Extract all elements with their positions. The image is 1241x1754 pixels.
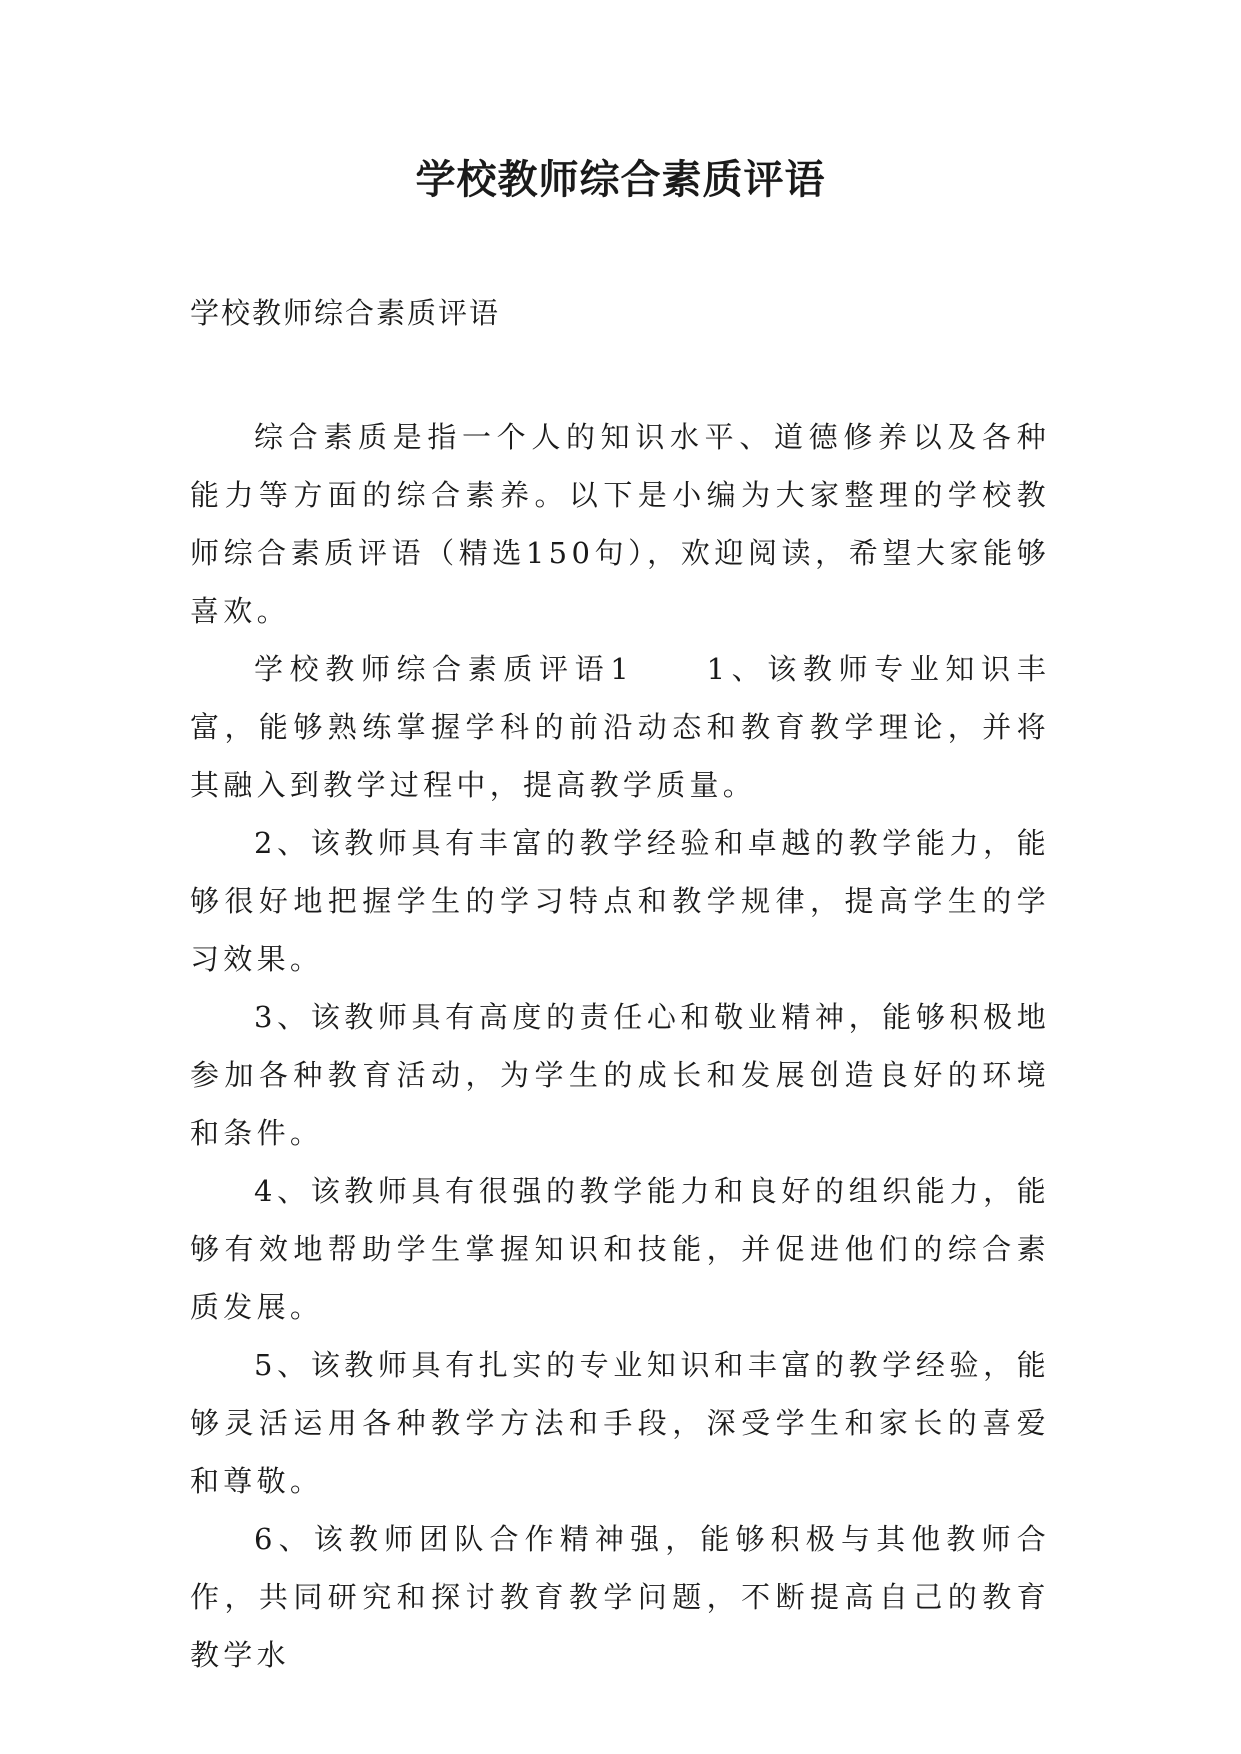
document-title: 学校教师综合素质评语 xyxy=(415,157,826,203)
paragraph-comment-4: 4、该教师具有很强的教学能力和良好的组织能力，能够有效地帮助学生掌握知识和技能，并促进他们的综合素质发展。 xyxy=(190,1174,1050,1324)
document-body xyxy=(190,408,1050,1684)
paragraph-comment-5: 5、该教师具有扎实的专业知识和丰富的教学经验，能够灵活运用各种教学方法和手段，深受学生和家长的喜爱和尊敬。 xyxy=(190,1348,1050,1498)
paragraph-intro: 综合素质是指一个人的知识水平、道德修养以及各种能力等方面的综合素养。以下是小编为大家整理的学校教师综合素质评语（精选150句），欢迎阅读，希望大家能够喜欢。 xyxy=(190,420,1050,628)
document-subtitle: 学校教师综合素质评语 xyxy=(190,296,501,330)
paragraph-comment-2: 2、该教师具有丰富的教学经验和卓越的教学能力，能够很好地把握学生的学习特点和教学规律，提高学生的学习效果。 xyxy=(190,826,1050,976)
paragraph-comment-1: 学校教师综合素质评语1 1、该教师专业知识丰富，能够熟练掌握学科的前沿动态和教育教学理论，并将其融入到教学过程中，提高教学质量。 xyxy=(190,652,1050,802)
paragraph-comment-6: 6、该教师团队合作精神强，能够积极与其他教师合作，共同研究和探讨教育教学问题，不断提高自己的教育教学水 xyxy=(190,1522,1050,1672)
paragraph-comment-3: 3、该教师具有高度的责任心和敬业精神，能够积极地参加各种教育活动，为学生的成长和发展创造良好的环境和条件。 xyxy=(190,1000,1050,1150)
